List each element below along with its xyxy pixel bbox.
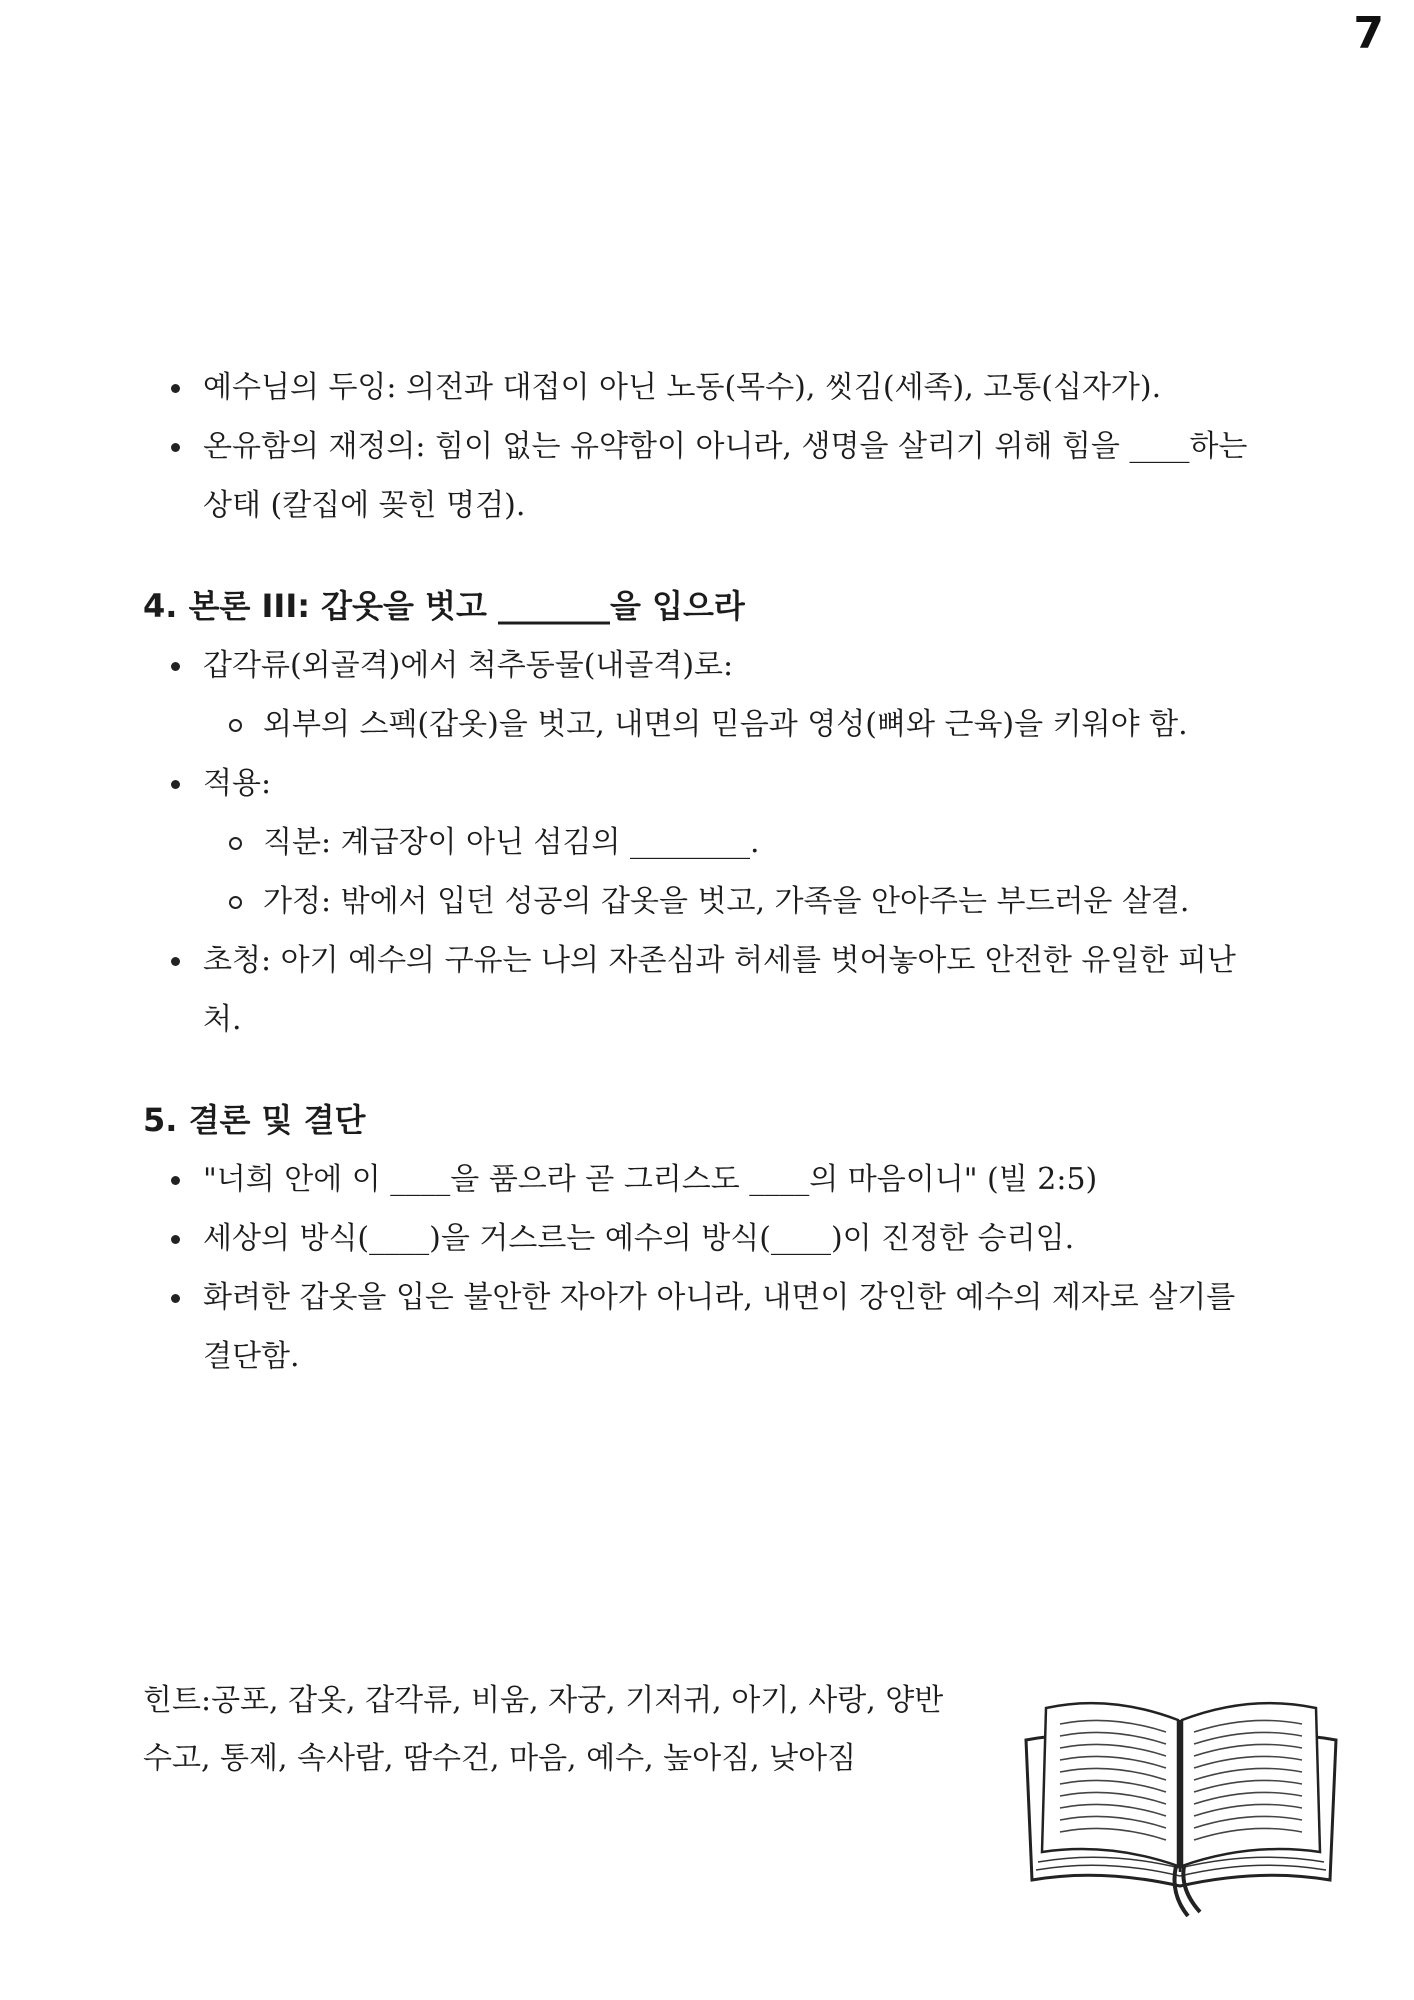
list-item-text: 갑각류(외골격)에서 척추동물(내골격)로: (203, 648, 734, 683)
list-item: 초청: 아기 예수의 구유는 나의 자존심과 허세를 벗어놓아도 안전한 유일한 피난처. (143, 931, 1273, 1049)
sub-list-item: 외부의 스펙(갑옷)을 벗고, 내면의 믿음과 영성(뼈와 근육)을 키워야 함. (203, 695, 1273, 754)
list-item (143, 754, 1273, 931)
section4-list (143, 636, 1273, 1049)
hint-line-2: 수고, 통제, 속사람, 땀수건, 마음, 예수, 높아짐, 낮아짐 (143, 1741, 857, 1776)
sub-list (203, 813, 1273, 931)
list-item: "너희 안에 이 ____을 품으라 곧 그리스도 ____의 마음이니" (빌 2:5) (143, 1150, 1273, 1209)
sub-list-item: 직분: 계급장이 아닌 섬김의 ________. (203, 813, 1273, 872)
section4-heading: 4. 본론 III: 갑옷을 벗고 _______을 입으라 (143, 587, 745, 625)
open-bible-illustration (1010, 1680, 1350, 1920)
sub-list (203, 695, 1273, 754)
list-item (143, 636, 1273, 754)
sub-list-item: 가정: 밖에서 입던 성공의 갑옷을 벗고, 가족을 안아주는 부드러운 살결. (203, 872, 1273, 931)
hint-box (143, 1672, 963, 1788)
page-number: 7 (1353, 8, 1384, 59)
hint-line-1: 힌트:공포, 갑옷, 갑각류, 비움, 자궁, 기저귀, 아기, 사랑, 양반 (143, 1683, 944, 1718)
list-item-text: 적용: (203, 766, 272, 801)
list-item: 온유함의 재정의: 힘이 없는 유약함이 아니라, 생명을 살리기 위해 힘을 ____하는 상태 (칼집에 꽂힌 명검). (143, 417, 1273, 535)
list-item: 세상의 방식(____)을 거스르는 예수의 방식(____)이 진정한 승리임. (143, 1209, 1273, 1268)
section5-list (143, 1150, 1273, 1386)
section3-list (143, 358, 1273, 535)
list-item: 예수님의 두잉: 의전과 대접이 아닌 노동(목수), 씻김(세족), 고통(십자가). (143, 358, 1273, 417)
list-item: 화려한 갑옷을 입은 불안한 자아가 아니라, 내면이 강인한 예수의 제자로 살기를 결단함. (143, 1268, 1273, 1386)
section5-heading: 5. 결론 및 결단 (143, 1101, 366, 1139)
document-body (143, 358, 1273, 1386)
